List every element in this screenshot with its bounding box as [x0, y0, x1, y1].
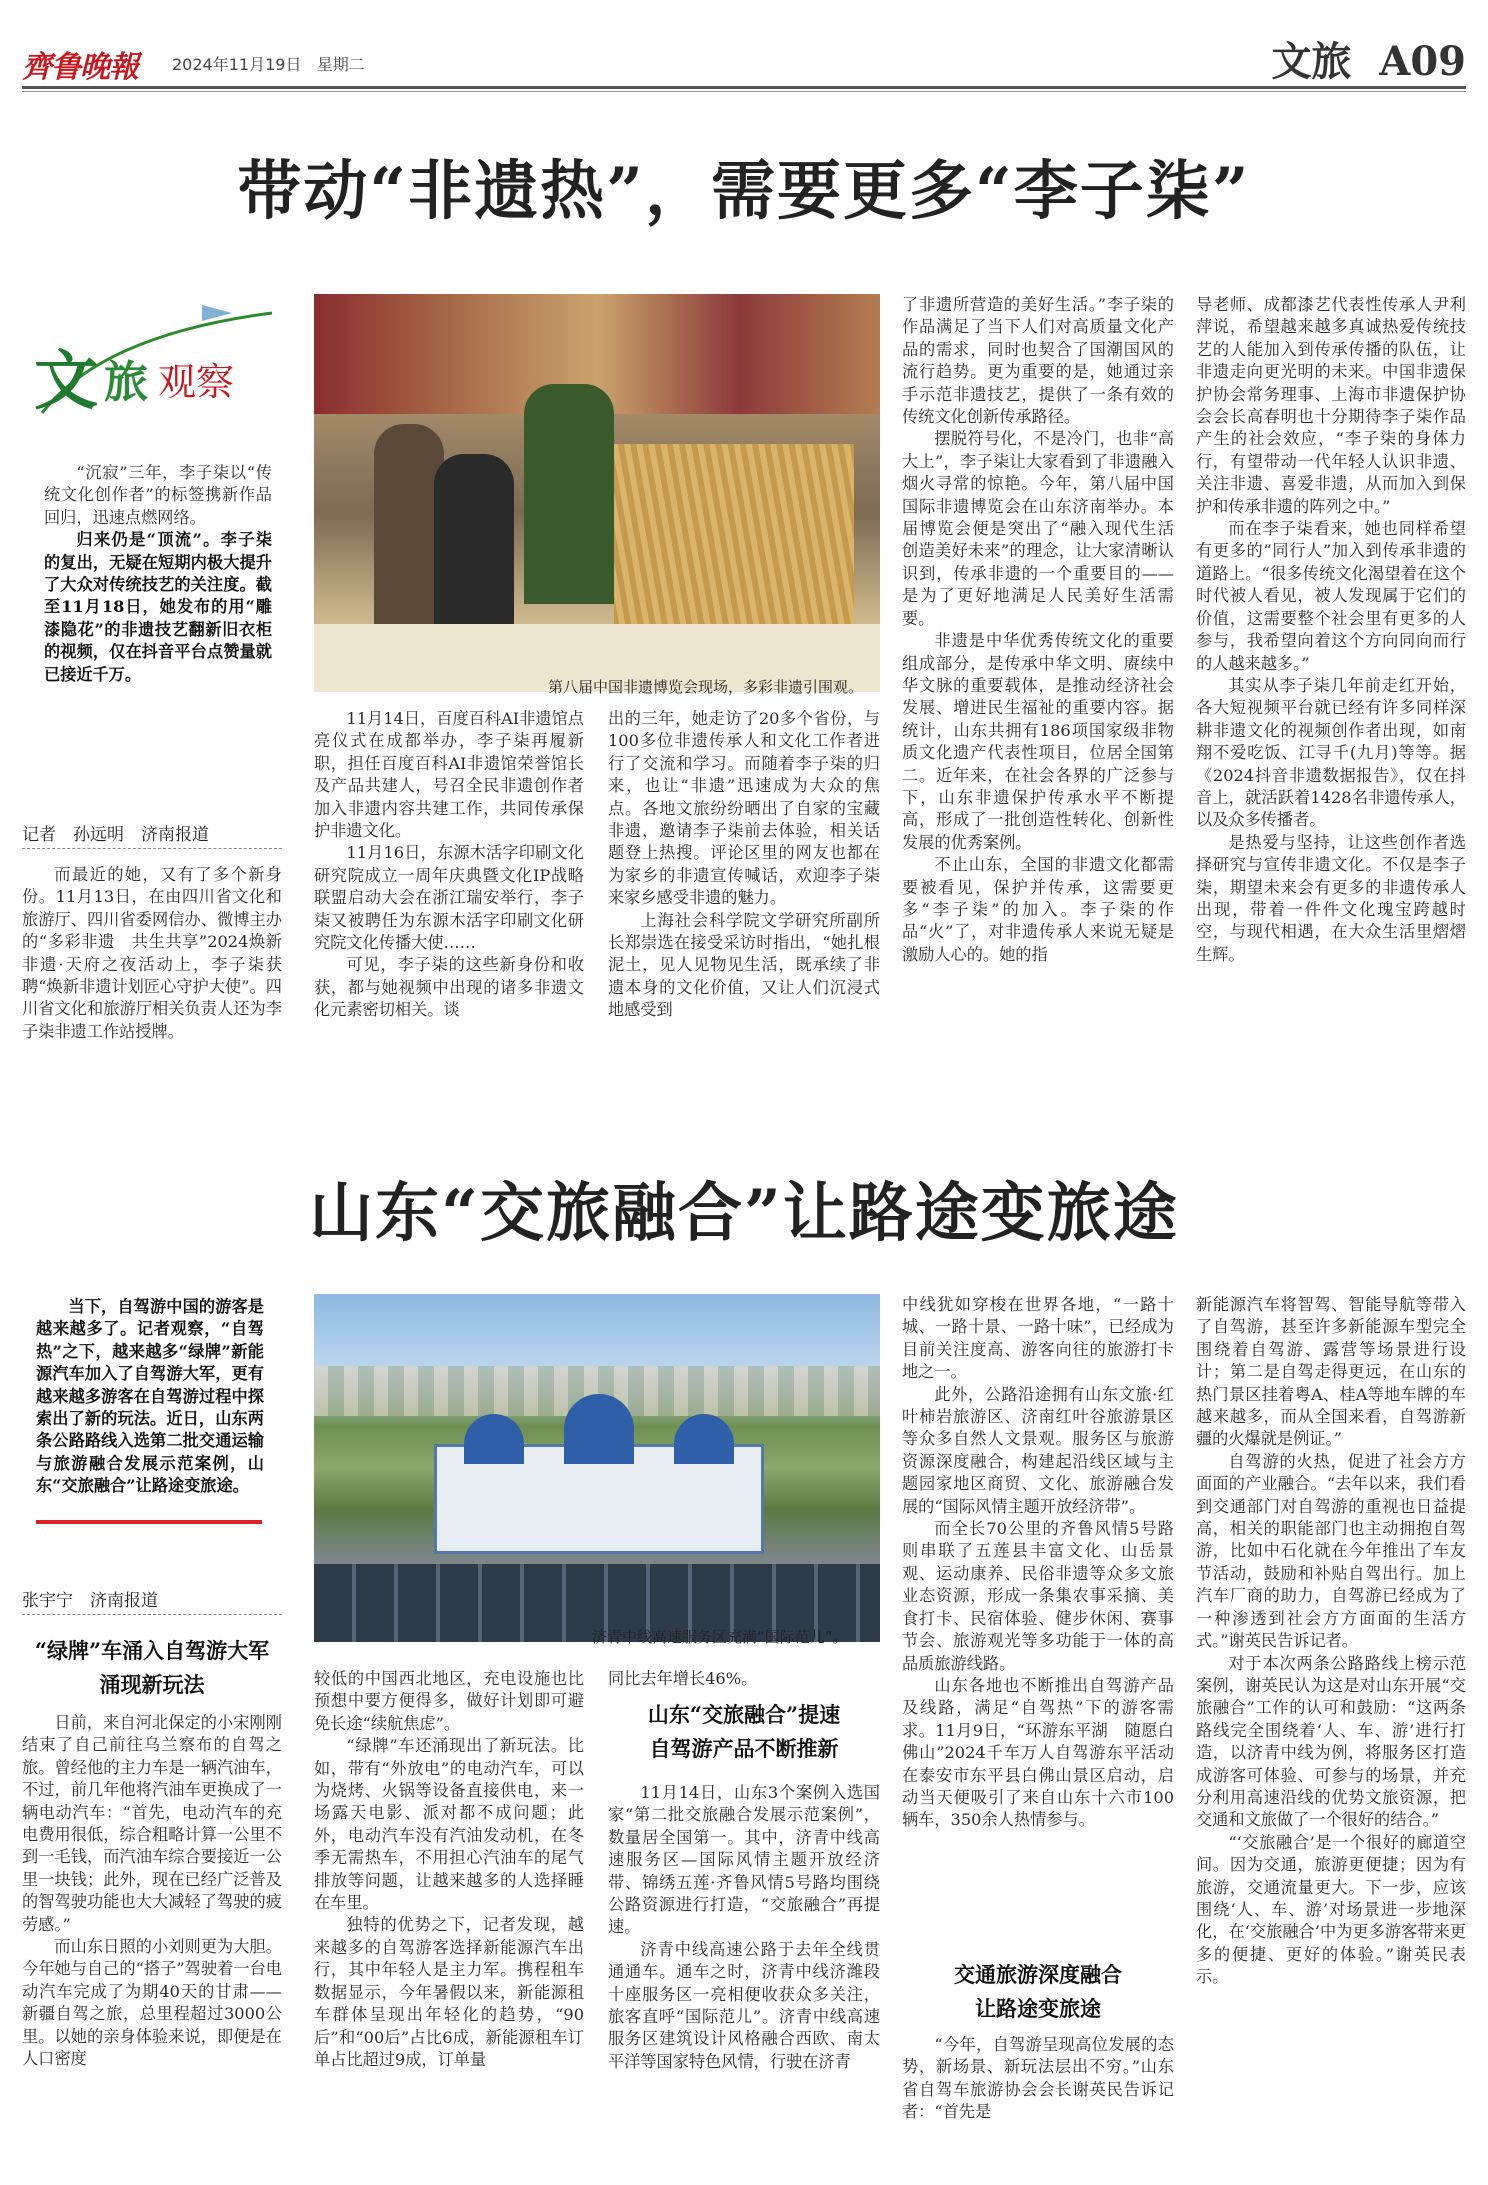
article2-title: 山东“交旅融合”让路途变旅途	[309, 1176, 1179, 1251]
article2-col1	[22, 1712, 282, 2122]
article2-col5	[1196, 1294, 1466, 2124]
paragraph: 11月14日，百度百科AI非遗馆点亮仪式在成都举办，李子柒再履新职，担任百度百科AI非遗馆荣誉馆长及产品共建人，号召全民非遗创作者加入非遗内容共建工作，共同传承保护非遗文化。	[314, 709, 584, 841]
article2-col3b	[608, 1782, 880, 2122]
article1-photo	[314, 294, 880, 692]
paragraph: 此外，公路沿途拥有山东文旅·红叶柿岩旅游区、济南红叶谷旅游景区等众多自然人文景观。服务区与旅游资源深度融合，构建起沿线区域与主题园家地区商贸、文化、旅游融合发展的“国际风情主题开放经济带”。	[902, 1384, 1174, 1516]
section-name: 文旅	[1271, 38, 1352, 85]
paragraph: 了非遗所营造的美好生活。”李子柒的作品满足了当下人们对高质量文化产品的需求，同时也契合了国潮国风的流行趋势。更为重要的是，她通过亲手示范非遗技艺，提供了一条有效的传统文化创新传承路径。	[902, 295, 1174, 427]
paragraph: 自驾游的火热，促进了社会方方面面的产业融合。“去年以来，我们看到交通部门对自驾游的重视也日益提高，相关的职能部门也主动拥抱自驾游，比如中石化就在今年推出了车友节活动，鼓励和补贴自驾出行。加上汽车厂商的助力，自驾游已经成为了一种渗透到社会方方面面的生活方式。”谢英民告诉记者。	[1196, 1451, 1466, 1651]
article2-col4a	[902, 1294, 1174, 1954]
page-number: A09	[1379, 38, 1466, 85]
column-logo-icon	[22, 295, 282, 435]
article1-col1	[22, 864, 282, 1079]
newspaper-logo: 齊鲁晚報	[22, 50, 138, 85]
svg-text:旅: 旅	[104, 357, 148, 408]
paragraph: 而全长70公里的齐鲁风情5号路则串联了五莲县丰富文化、山岳景观、运动康养、民俗非遗等众多文旅业态资源，形成一条集农事采摘、美食打卡、民宿体验、健步休闲、赛事节会、旅游观光等多功能于一体的高品质旅游线路。	[902, 1519, 1174, 1673]
masthead-rule-thin	[22, 91, 1466, 92]
lead-paragraph-bold: 归来仍是“顶流”。李子柒的复出，无疑在短期内极大提升了大众对传统技艺的关注度。截至11月18日，她发布的用“雕漆隐花”的非遗技艺翻新旧衣柜的视频，仅在抖音平台点赞量就已接近千万。	[44, 530, 272, 684]
masthead	[22, 30, 1466, 84]
article1-title: 带动“非遗热”，需要更多“李子柒”	[237, 154, 1251, 229]
paragraph: 11月16日，东源木活字印刷文化研究院成立一周年庆典暨文化IP战略联盟启动大会在浙江瑞安举行，李子柒又被聘任为东源木活字印刷文化研究院文化传播大使……	[314, 843, 584, 953]
paragraph: 济青中线高速公路于去年全线贯通通车。通车之时，济青中线济潍段十座服务区一亮相便收获众多关注，旅客直呼“国际范儿”。济青中线高速服务区建筑设计风格融合西欧、南太平洋等国家特色风情，行驶在济青	[608, 1939, 880, 2071]
issue-date	[172, 52, 365, 75]
article2-col3a	[608, 1668, 880, 1690]
weekday-text: 星期二	[316, 55, 365, 74]
paragraph: 山东各地也不断推出自驾游产品及线路，满足“自驾热”下的游客需求。11月9日，“环游东平湖 随愿白佛山”2024千车万人自驾游东平活动在泰安市东平县白佛山景区启动，启动当天便吸引了来自山东十六市100辆车，350余人热情参与。	[902, 1675, 1174, 1830]
subhead-line: 山东“交旅融合”提速	[647, 1702, 841, 1727]
article1-col2	[314, 708, 584, 1078]
paragraph: 不止山东，全国的非遗文化都需要被看见，保护并传承，这需要更多“李子柒”的加入。李子柒的作品“火”了，对非遗传承人来说无疑是激励人心的。她的指	[902, 855, 1174, 964]
paragraph: 对于本次两条公路路线上榜示范案例，谢英民认为这是对山东开展“交旅融合”工作的认可和鼓励：“这两条路线完全围绕着‘人、车、游’进行打造，以济青中线为例，将服务区打造成游客可体验、可参与的场景，并充分利用高速沿线的优势文旅资源，把交通和文旅做了一个很好的结合。”	[1196, 1653, 1466, 1830]
article1-lead	[44, 462, 272, 686]
article2-byline: 张宇宁 济南报道	[22, 1591, 158, 1611]
subhead-line: 自驾游产品不断推新	[649, 1736, 839, 1761]
paragraph: 摆脱符号化，不是冷门，也非“高大上”，李子柒让大家看到了非遗融入烟火寻常的惊艳。今年，第八届中国国际非遗博览会在山东济南举办。本届博览会便是突出了“融入现代生活 创造美好未来”的理念，让大家清晰认识到，传承非遗的一个重要目的——是为了更好地满足人民美好生活需要。	[902, 429, 1191, 628]
article2-photo	[314, 1294, 880, 1642]
paragraph: 而最近的她，又有了多个新身份。11月13日，在由四川省文化和旅游厅、四川省委网信办、微博主办的“多彩非遗 共生共享”2024焕新非遗·天府之夜活动上，李子柒获聘“焕新非遗计划匠心守护大使”。四川省文化和旅游厅相关负责人还为李子柒非遗工作站授牌。	[22, 865, 282, 1041]
article2-lead	[36, 1296, 264, 1498]
subhead-line: “绿牌”车涌入自驾游大军	[34, 1638, 270, 1663]
paragraph: 11月14日，山东3个案例入选国家“第二批交旅融合发展示范案例”，数量居全国第一。其中，济青中线高速服务区—国际风情主题开放经济带、锦绣五莲·齐鲁风情5号路均围绕公路资源进行打造，“交旅融合”再提速。	[608, 1783, 880, 1937]
paragraph: 中线犹如穿梭在世界各地，“一路十城、一路十景、一路十味”，已经成为目前关注度高、游客向往的旅游打卡地之一。	[902, 1295, 1174, 1382]
lead-paragraph-bold: 当下，自驾游中国的游客是越来越多了。记者观察，“自驾热”之下，越来越多“绿牌”新能源汽车加入了自驾游大军，更有越来越多游客在自驾游过程中探索出了新的玩法。近日，山东两条公路路线入选第二批交通运输与旅游融合发展示范案例，山东“交旅融合”让路途变旅途。	[36, 1297, 264, 1496]
paragraph: 独特的优势之下，记者发现，越来越多的自驾游客选择新能源汽车出行，其中年轻人是主力军。携程租车数据显示，今年暑假以来，新能源租车群体呈现出年轻化的趋势，“90后”和“00后”占比6成，新能源租车订单占比超过9成，订单量	[314, 1915, 584, 2069]
paragraph: “‘交旅融合’是一个很好的廊道空间。因为交通，旅游更便捷；因为有旅游，交通流量更大。下一步，应该围绕‘人、车、游’对场景进一步地深化，在‘交旅融合’中为更多游客带来更多的便捷、更好的体验。”谢英民表示。	[1196, 1832, 1466, 1987]
paragraph: 日前，来自河北保定的小宋刚刚结束了自己前往乌兰察布的自驾之旅。曾经他的主力车是一辆汽油车，不过，前几年他将汽油车更换成了一辆电动汽车：“首先，电动汽车的充电费用很低，综合粗略计算一公里不到一毛钱，而汽油车综合要接近一公里一块钱；此外，现在已经广泛普及的智驾驶功能也大大减轻了驾驶的疲劳感。”	[22, 1713, 282, 1934]
paragraph: 较低的中国西北地区，充电设施也比预想中要方便得多，做好计划即可避免长途“续航焦虑”。	[314, 1669, 584, 1733]
paragraph: “今年，自驾游呈现高位发展的态势，新场景、新玩法层出不穷。”山东省自驾车旅游协会会长谢英民告诉记者：“首先是	[902, 2035, 1174, 2122]
article2-col2	[314, 1668, 584, 2123]
article1-byline: 记者 孙远明 济南报道	[22, 825, 209, 845]
paragraph: 新能源汽车将智驾、智能导航等带入了自驾游，甚至许多新能源车型完全围绕着自驾游、露营等场景进行设计；第二是自驾走得更远，在山东的热门景区挂着粤A、桂A等地车牌的车越来越多，而从全国来看，自驾游新疆的火爆就是例证。”	[1196, 1295, 1466, 1449]
paragraph: “绿牌”车还涌现出了新玩法。比如，带有“外放电”的电动汽车，可以为烧烤、火锅等设备直接供电，来一场露天电影、派对都不成问题；此外，电动汽车没有汽油发动机，在冬季无需热车，不用担心汽油车的尾气排放等问题，让越来越多的人选择睡在车里。	[314, 1736, 584, 1913]
paragraph: 而在李子柒看来，她也同样希望有更多的“同行人”加入到传承非遗的道路上。“很多传统文化渴望着在这个时代被人看见，被人发现属于它们的价值，这需要整个社会里有更多的人参与，我希望向着这个方向同向而行的人越来越多。”	[1196, 519, 1466, 673]
article1-col4	[902, 294, 1191, 1079]
masthead-rule	[22, 86, 1466, 89]
article2-photo-caption: 济青中线高速服务区充满“国际范儿”。	[592, 1628, 848, 1646]
byline-divider	[22, 1614, 282, 1615]
paragraph: 而山东日照的小刘则更为大胆。今年她与自己的“搭子”驾驶着一台电动汽车完成了为期40天的甘肃——新疆自驾之旅，总里程超过3000公里。以她的亲身体验来说，即便是在人口密度	[22, 1937, 282, 2069]
svg-text:文: 文	[34, 344, 98, 419]
paragraph: 非遗是中华优秀传统文化的重要组成部分，是传承中华文明、赓续中华文脉的重要载体，是推动经济社会发展、增进民生福祉的重要内容。据统计，山东共拥有186项国家级非物质文化遗产代表性项目，位居全国第二。近年来，在社会各界的广泛参与下，山东非遗保护传承水平不断提高，形成了一批创造性转化、创新性发展的优秀案例。	[902, 631, 1174, 852]
subhead-green-cars	[22, 1634, 282, 1702]
subhead-line: 交通旅游深度融合	[954, 1962, 1122, 1987]
article1-col5	[1196, 294, 1466, 1079]
paragraph: 可见，李子柒的这些新身份和收获，都与她视频中出现的诸多非遗文化元素密切相关。谈	[314, 955, 584, 1020]
paragraph: 上海社会科学院文学研究所副所长郑崇选在接受采访时指出，“她扎根泥土，见人见物见生活，既承续了非遗本身的文化价值，又让人们沉浸式地感受到	[608, 910, 880, 1020]
article1-photo-caption: 第八届中国非遗博览会现场，多彩非遗引围观。	[548, 678, 864, 696]
byline-divider	[22, 848, 282, 849]
lead-red-rule	[36, 1520, 262, 1524]
paragraph: 出的三年，她走访了20多个省份，与100多位非遗传承人和文化工作者进行了交流和学习。而随着李子柒的归来，也让“非遗”迅速成为大众的焦点。各地文旅纷纷晒出了自家的宝藏非遗，邀请李子柒前去体验，相关话题登上热搜。评论区里的网友也都在为家乡的非遗宣传喊话，欢迎李子柒来家乡感受非遗的魅力。	[608, 709, 880, 908]
paragraph: 导老师、成都漆艺代表性传承人尹利萍说，希望越来越多真诚热爱传统技艺的人能加入到传承传播的队伍，让非遗走向更光明的未来。中国非遗保护协会常务理事、上海市非遗保护协会会长高春明也十分期待李子柒作品产生的社会效应，“李子柒的身体力行，有望带动一代年轻人认识非遗、关注非遗、喜爱非遗，从而加入到保护和传承非遗的阵列之中。”	[1196, 295, 1466, 516]
article2-col4b	[902, 2034, 1174, 2124]
lead-paragraph: “沉寂”三年，李子柒以“传统文化创作者”的标签携新作品回归，迅速点燃网络。	[44, 463, 272, 527]
svg-text:观察: 观察	[158, 360, 235, 404]
subhead-line: 涌现新玩法	[99, 1672, 205, 1697]
column-logo	[22, 295, 282, 435]
subhead-line: 让路途变旅途	[975, 1996, 1101, 2021]
subhead-integration	[608, 1698, 880, 1766]
paragraph: 同比去年增长46%。	[608, 1669, 758, 1688]
paragraph: 其实从李子柒几年前走红开始，各大短视频平台就已经有许多同样深耕非遗文化的视频创作者出现，如南翔不爱吃饭、江寻千(九月)等等。据《2024抖音非遗数据报告》，仅在抖音上，就活跃着1428名非遗传承人，以及众多传播者。	[1196, 675, 1466, 830]
subhead-deep-integration	[902, 1958, 1174, 2026]
article1-col3	[608, 708, 880, 1078]
section-label	[1271, 30, 1466, 87]
date-text: 2024年11月19日	[172, 55, 302, 74]
paragraph: 是热爱与坚持，让这些创作者选择研究与宣传非遗文化。不仅是李子柒，期望未来会有更多的非遗传承人出现，带着一件件文化瑰宝跨越时空，与现代相遇，在大众生活里熠熠生辉。	[1196, 832, 1466, 964]
